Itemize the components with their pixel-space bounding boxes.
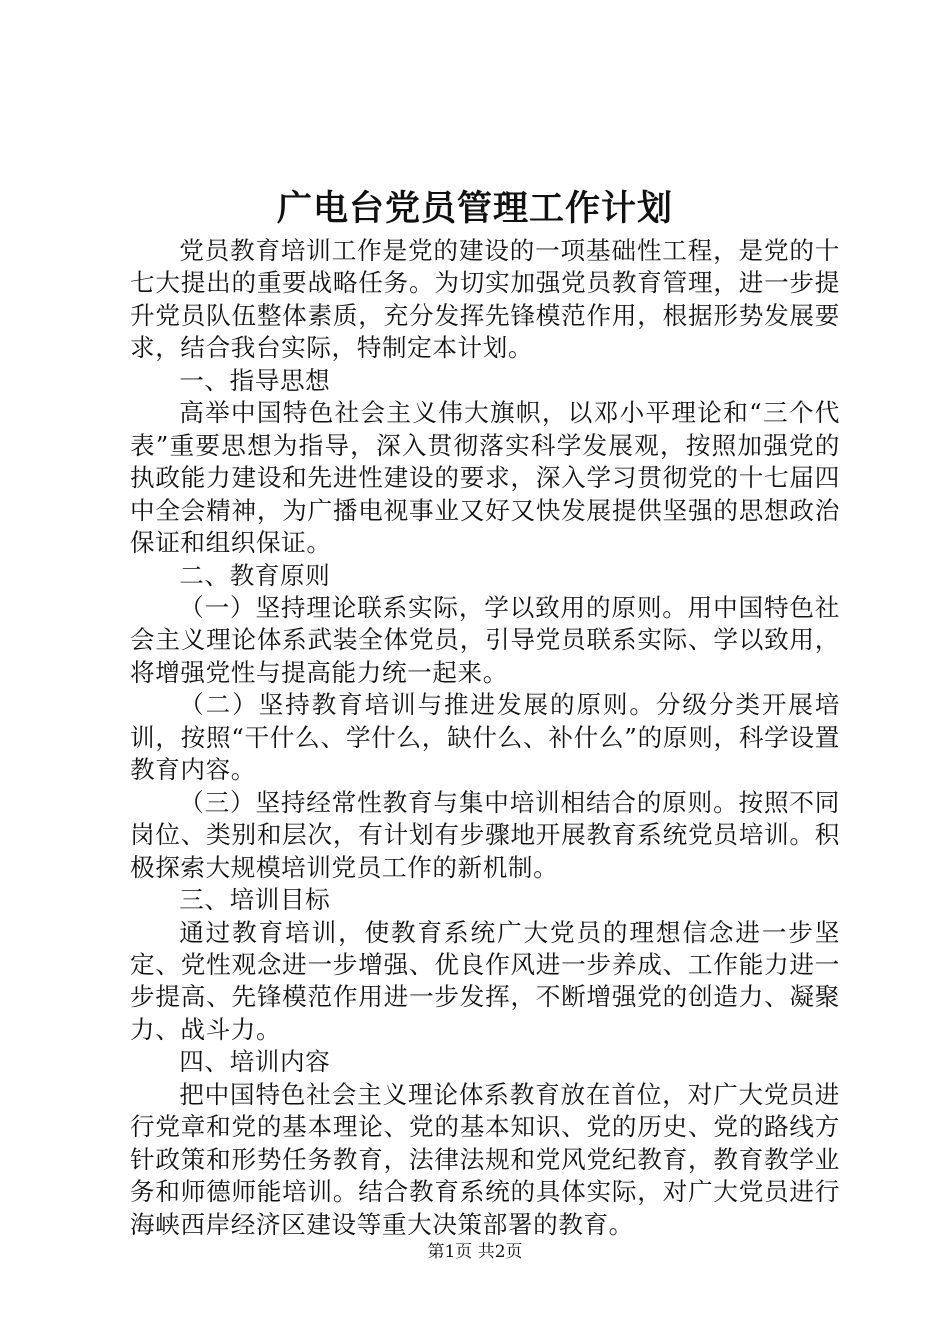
section-heading-training-goals: 三、培训目标 bbox=[179, 885, 331, 915]
page-number-footer: 第1页 共2页 bbox=[427, 1242, 523, 1262]
guiding-ideology-paragraph: 高举中国特色社会主义伟大旗帜，以邓小平理论和“三个代表”重要思想为指导，深入贯彻落实科学发展观，按照加强党的执政能力建设和先进性建设的要求，深入学习贯彻党的十七届四中全会精神，为广播电视事业又好又快发展提供坚强的思想政治保证和组织保证。 bbox=[130, 398, 840, 558]
principle-three-paragraph: （三）坚持经常性教育与集中培训相结合的原则。按照不同岗位、类别和层次，有计划有步骤地开展教育系统党员培训。积极探索大规模培训党员工作的新机制。 bbox=[130, 787, 840, 882]
section-heading-training-content: 四、培训内容 bbox=[179, 1047, 331, 1077]
section-heading-education-principles: 二、教育原则 bbox=[179, 560, 331, 590]
principle-one-paragraph: （一）坚持理论联系实际，学以致用的原则。用中国特色社会主义理论体系武装全体党员，引导党员联系实际、学以致用，将增强党性与提高能力统一起来。 bbox=[130, 592, 840, 687]
document-title: 广电台党员管理工作计划 bbox=[276, 188, 673, 229]
document-body bbox=[130, 235, 840, 1241]
intro-paragraph: 党员教育培训工作是党的建设的一项基础性工程，是党的十七大提出的重要战略任务。为切实加强党员教育管理，进一步提升党员队伍整体素质，充分发挥先锋模范作用，根据形势发展要求，结合我台实际，特制定本计划。 bbox=[130, 236, 840, 363]
training-content-paragraph: 把中国特色社会主义理论体系教育放在首位，对广大党员进行党章和党的基本理论、党的基本知识、党的历史、党的路线方针政策和形势任务教育，法律法规和党风党纪教育，教育教学业务和师德师能培训。结合教育系统的具体实际，对广大党员进行海峡西岸经济区建设等重大决策部署的教育。 bbox=[130, 1079, 840, 1239]
section-heading-guiding-ideology: 一、指导思想 bbox=[179, 365, 331, 395]
principle-two-paragraph: （二）坚持教育培训与推进发展的原则。分级分类开展培训，按照“干什么、学什么，缺什么、补什么”的原则，科学设置教育内容。 bbox=[130, 690, 840, 785]
training-goals-paragraph: 通过教育培训，使教育系统广大党员的理想信念进一步坚定、党性观念进一步增强、优良作风进一步养成、工作能力进一步提高、先锋模范作用进一步发挥，不断增强党的创造力、凝聚力、战斗力。 bbox=[130, 917, 840, 1044]
